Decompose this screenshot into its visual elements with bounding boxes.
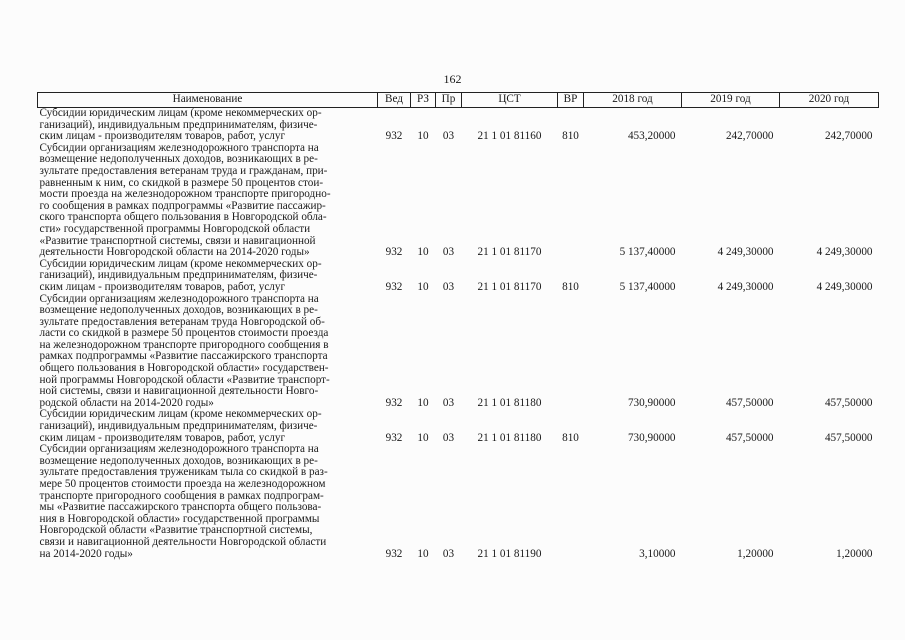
row-name-line: мости проезда на железнодорожном транспорте пригородно- — [39, 188, 331, 201]
header-vr: ВР — [558, 93, 584, 108]
table-row — [38, 409, 879, 444]
row-amount-2019: 457,50000 — [725, 431, 774, 444]
row-cst: 21 1 01 81170 — [477, 246, 542, 259]
row-name-line: возмещение недополученных доходов, возникающих в ре- — [39, 454, 318, 467]
row-name-line: ским лицам - производителям товаров, работ, услуг — [39, 431, 286, 444]
row-name-line: равненным к ним, со скидкой в размере 50 процентов стои- — [39, 176, 324, 189]
header-pr: Пр — [436, 93, 462, 108]
row-cst: 21 1 01 81190 — [477, 547, 542, 560]
row-cst: 21 1 01 81180 — [477, 431, 542, 444]
row-name — [38, 294, 378, 410]
row-name-line: деятельности Новгородской области на 2014-2020 годы» — [39, 246, 310, 259]
row-name-line: Субсидии юридическим лицам (кроме некоммерческих ор- — [39, 257, 322, 270]
row-cst: 21 1 01 81160 — [477, 130, 542, 143]
row-name-line: рамках подпрограммы «Развитие пассажирского транспорта — [39, 350, 328, 363]
row-ved: 932 — [385, 246, 403, 259]
row-pr: 03 — [442, 246, 455, 259]
row-name — [38, 143, 378, 259]
row-name-line: Субсидии юридическим лицам (кроме некоммерческих ор- — [39, 107, 322, 119]
row-name-line: зультате предоставления ветеранам труда и гражданам, при- — [39, 164, 328, 177]
row-amount-2020: 242,70000 — [824, 130, 873, 143]
row-amount-2019: 4 249,30000 — [717, 246, 774, 259]
table-row — [38, 108, 879, 143]
row-name-line: транспорте пригородного сообщения в рамках подпрограм- — [39, 489, 324, 502]
row-amount-2019: 4 249,30000 — [717, 280, 774, 293]
row-pr: 03 — [442, 431, 455, 444]
row-name-line: ласти со скидкой в размере 50 процентов стоимости проезда — [39, 327, 329, 340]
row-vr: 810 — [562, 431, 579, 444]
row-rz: 10 — [417, 547, 429, 560]
row-name-line: ной программы Новгородской области «Развитие транспорт- — [39, 373, 330, 386]
row-name-line: возмещение недополученных доходов, возникающих в ре- — [39, 304, 318, 317]
row-rz: 10 — [417, 130, 429, 143]
page-number: 162 — [443, 72, 462, 86]
row-name-line: на железнодорожном транспорте пригородного сообщения в — [39, 338, 329, 351]
row-name-line: связи и навигационной деятельности Новгородской области — [39, 535, 327, 548]
row-rz: 10 — [417, 246, 429, 259]
row-ved: 932 — [385, 280, 403, 293]
row-name-line: Новгородской области «Развитие транспортной системы, — [39, 524, 313, 537]
header-rz: РЗ — [411, 93, 436, 108]
row-cst: 21 1 01 81180 — [477, 396, 542, 409]
table-row — [38, 143, 879, 259]
row-name-line: ским лицам - производителям товаров, работ, услуг — [39, 130, 286, 143]
row-rz: 10 — [417, 431, 429, 444]
row-amount-2020: 457,50000 — [824, 431, 873, 444]
header-cst: ЦСТ — [462, 93, 558, 108]
row-vr — [558, 143, 584, 259]
table-row — [38, 259, 879, 294]
row-name-line: на 2014-2020 годы» — [39, 547, 133, 560]
table-row — [38, 294, 879, 410]
row-amount-2018: 730,90000 — [627, 396, 676, 409]
row-amount-2019: 457,50000 — [725, 396, 774, 409]
row-name — [38, 259, 378, 294]
row-name-line: родской области на 2014-2020 годы» — [39, 396, 214, 409]
row-amount-2018: 453,20000 — [627, 130, 676, 143]
row-name-line: ганизаций), индивидуальным предпринимателям, физиче- — [39, 269, 318, 282]
row-ved: 932 — [385, 431, 403, 444]
row-name-line: ганизаций), индивидуальным предпринимателям, физиче- — [39, 118, 318, 131]
row-rz: 10 — [417, 396, 429, 409]
budget-table — [37, 92, 879, 560]
row-amount-2020: 4 249,30000 — [816, 246, 873, 259]
row-name-line: «Развитие транспортной системы, связи и навигационной — [39, 234, 316, 247]
row-vr: 810 — [562, 130, 579, 143]
row-pr: 03 — [442, 547, 455, 560]
header-ved: Вед — [378, 93, 411, 108]
row-name-line: Субсидии организациям железнодорожного транспорта на — [39, 141, 319, 154]
row-name-line: ским лицам - производителям товаров, работ, услуг — [39, 280, 286, 293]
header-2019: 2019 год — [682, 93, 780, 108]
row-amount-2019: 242,70000 — [725, 130, 774, 143]
row-ved: 932 — [385, 547, 403, 560]
header-2018: 2018 год — [584, 93, 682, 108]
row-ved: 932 — [385, 130, 403, 143]
row-vr: 810 — [562, 280, 579, 293]
row-name-line: ния в Новгородской области» государственной программы — [39, 512, 320, 525]
row-name — [38, 444, 378, 560]
row-amount-2018: 5 137,40000 — [619, 246, 676, 259]
table-row — [38, 444, 879, 560]
row-amount-2018: 730,90000 — [627, 431, 676, 444]
row-amount-2018: 3,10000 — [639, 547, 676, 560]
row-name-line: го сообщения в рамках подпрограммы «Развитие пассажир- — [39, 199, 326, 212]
row-rz: 10 — [417, 280, 429, 293]
row-name-line: Субсидии организациям железнодорожного транспорта на — [39, 292, 319, 305]
row-ved: 932 — [385, 396, 403, 409]
header-name: Наименование — [38, 93, 378, 108]
row-name-line: сти» государственной программы Новгородской области — [39, 222, 311, 235]
row-name-line: ной системы, связи и навигационной деятельности Новго- — [39, 385, 319, 398]
row-pr: 03 — [442, 396, 455, 409]
row-name-line: зультате предоставления труженикам тыла со скидкой в раз- — [39, 466, 328, 479]
row-name-line: ганизаций), индивидуальным предпринимателям, физиче- — [39, 420, 318, 433]
row-name-line: мы «Развитие пассажирского транспорта общего пользова- — [39, 501, 322, 514]
row-name-line: возмещение недополученных доходов, возникающих в ре- — [39, 153, 318, 166]
row-amount-2020: 4 249,30000 — [816, 280, 873, 293]
row-cst: 21 1 01 81170 — [477, 280, 542, 293]
row-vr — [558, 444, 584, 560]
row-pr: 03 — [442, 280, 455, 293]
row-name-line: Субсидии организациям железнодорожного транспорта на — [39, 443, 319, 456]
row-amount-2020: 1,20000 — [836, 547, 873, 560]
row-name — [38, 409, 378, 444]
row-amount-2020: 457,50000 — [824, 396, 873, 409]
row-name-line: общего пользования в Новгородской области» государствен- — [39, 362, 329, 375]
row-name-line: зультате предоставления ветеранам труда Новгородской об- — [39, 315, 325, 328]
row-name — [38, 108, 378, 143]
row-amount-2018: 5 137,40000 — [619, 280, 676, 293]
row-name-line: Субсидии юридическим лицам (кроме некоммерческих ор- — [39, 408, 322, 421]
row-pr: 03 — [442, 130, 455, 143]
row-name-line: ского транспорта общего пользования в Новгородской обла- — [39, 211, 327, 224]
row-amount-2019: 1,20000 — [737, 547, 774, 560]
row-name-line: мере 50 процентов стоимости проезда на железнодорожном — [39, 478, 326, 490]
table-header-row — [38, 93, 879, 108]
row-vr — [558, 294, 584, 410]
header-2020: 2020 год — [780, 93, 879, 108]
